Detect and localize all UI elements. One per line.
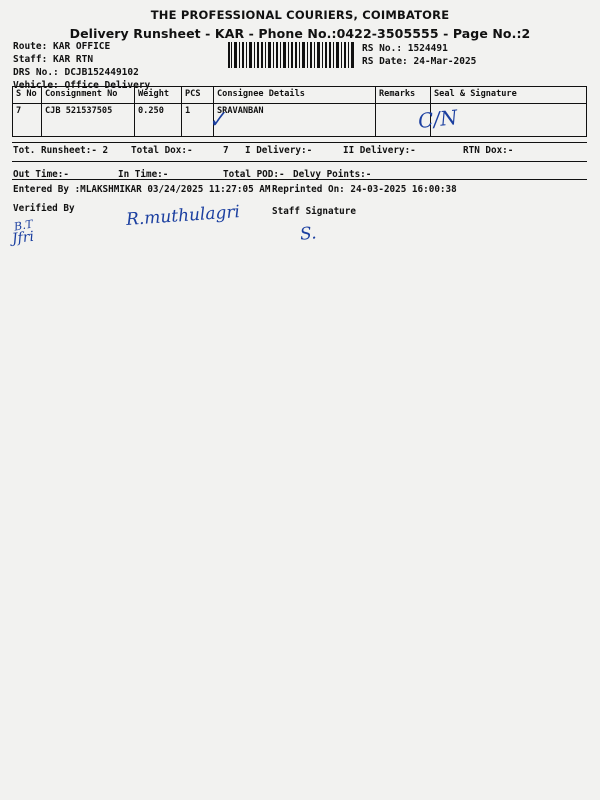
totals-block — [13, 145, 588, 179]
staff-label: Staff: KAR RTN — [13, 54, 94, 65]
col-seal-signature: Seal & Signature — [431, 87, 587, 104]
rs-meta-block — [362, 42, 476, 68]
page-title: THE PROFESSIONAL COURIERS, COIMBATORE — [150, 8, 450, 22]
vehicle-label: Vehicle: Office Delivery — [13, 80, 151, 91]
col-consignment-no: Consignment No — [42, 87, 135, 104]
col-remarks: Remarks — [376, 87, 431, 104]
i-delivery-label: I Delivery:- — [245, 145, 313, 156]
delvy-points-label: Delvy Points:- — [293, 169, 372, 180]
divider-bottom — [12, 179, 587, 180]
cell-pcs: 1 — [182, 104, 214, 137]
cell-consignment-no: CJB 521537505 — [42, 104, 135, 137]
verified-by-label: Verified By — [13, 203, 75, 214]
out-time-label: Out Time:- — [13, 169, 69, 180]
col-pcs: PCS — [182, 87, 214, 104]
table-header-row — [13, 87, 587, 104]
reprinted-on-text: Reprinted On: 24-03-2025 16:00:38 — [272, 184, 457, 195]
in-time-label: In Time:- — [118, 169, 169, 180]
verified-signature-bottom: Jfri — [11, 228, 35, 248]
col-s-no: S No — [13, 87, 42, 104]
divider-top — [12, 142, 587, 143]
rs-no-label: RS No.: 1524491 — [362, 43, 448, 54]
seal-cn-mark: C/N — [416, 104, 459, 134]
divider-middle — [12, 161, 587, 162]
entered-by-text: Entered By :MLAKSHMIKAR 03/24/2025 11:27:05 AM — [13, 184, 271, 195]
total-dox-label: Total Dox:- — [131, 145, 193, 156]
staff-handwritten-signature: S. — [299, 223, 318, 245]
cell-seal-signature — [431, 104, 587, 137]
consignment-table — [12, 86, 587, 137]
tot-runsheet-label: Tot. Runsheet:- 2 — [13, 145, 109, 156]
verified-signature-top: B.T — [13, 217, 34, 234]
cell-consignee: SRAVANBAN — [214, 104, 376, 137]
route-meta-block — [13, 40, 150, 92]
route-label: Route: KAR OFFICE — [13, 41, 111, 52]
page-subtitle: Delivery Runsheet - KAR - Phone No.:0422-3505555 - Page No.:2 — [69, 26, 531, 41]
consignee-tick-signature: ✓ — [206, 106, 229, 135]
drs-no-label: DRS No.: DCJB152449102 — [13, 67, 139, 78]
ii-delivery-label: II Delivery:- — [343, 145, 416, 156]
totals-row-1 — [13, 145, 588, 162]
staff-signature-label: Staff Signature — [272, 206, 356, 217]
cell-weight: 0.250 — [135, 104, 182, 137]
total-pod-label: Total POD:- — [223, 169, 285, 180]
col-consignee: Consignee Details — [214, 87, 376, 104]
verifier-handwritten-name: R.muthulagri — [125, 202, 241, 230]
total-dox-value: 7 — [223, 145, 229, 156]
barcode-image — [228, 42, 356, 68]
rtn-dox-label: RTN Dox:- — [463, 145, 514, 156]
cell-s-no: 7 — [13, 104, 42, 137]
col-weight: Weight — [135, 87, 182, 104]
cell-remarks — [376, 104, 431, 137]
rs-date-label: RS Date: 24-Mar-2025 — [362, 56, 477, 67]
table-row — [13, 104, 587, 137]
